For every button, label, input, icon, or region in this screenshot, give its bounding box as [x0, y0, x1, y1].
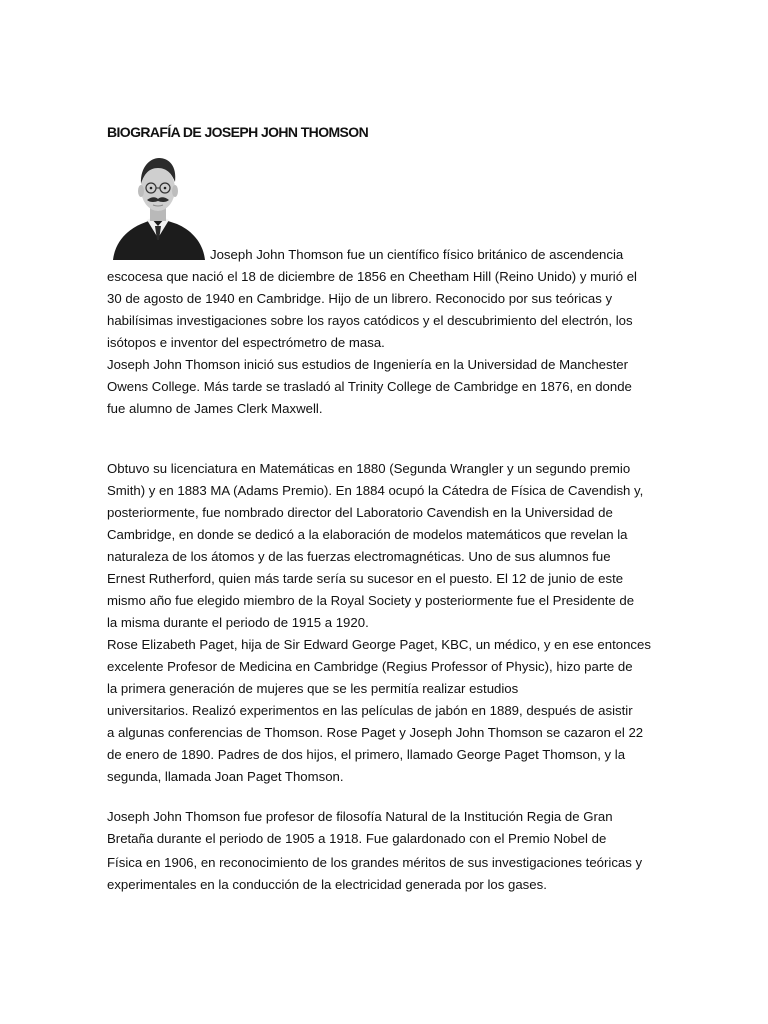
text-line: habilísimas investigaciones sobre los rayos catódicos y el descubrimiento del electrón, los	[107, 313, 633, 328]
text-line: experimentales en la conducción de la electricidad generada por los gases.	[107, 877, 547, 892]
portrait-photo	[107, 146, 209, 260]
text-line: Joseph John Thomson fue un científico físico británico de ascendencia	[210, 247, 624, 262]
text-line: fue alumno de James Clerk Maxwell.	[107, 401, 323, 416]
text-line: a algunas conferencias de Thomson. Rose Paget y Joseph John Thomson se cazaron el 22	[107, 725, 644, 740]
text-line: Obtuvo su licenciatura en Matemáticas en 1880 (Segunda Wrangler y un segundo premio	[107, 461, 631, 476]
text-line: la primera generación de mujeres que se les permitía realizar estudios	[107, 681, 519, 696]
text-line: de enero de 1890. Padres de dos hijos, el primero, llamado George Paget Thomson, y la	[107, 747, 626, 762]
text-line: Ernest Rutherford, quien más tarde sería su sucesor en el puesto. El 12 de junio de este	[107, 571, 624, 586]
text-line: Bretaña durante el periodo de 1905 a 1918. Fue galardonado con el Premio Nobel de	[107, 831, 607, 846]
text-line: Smith) y en 1883 MA (Adams Premio). En 1884 ocupó la Cátedra de Física de Cavendish y,	[107, 483, 644, 498]
text-line: Joseph John Thomson inició sus estudios de Ingeniería en la Universidad de Manchester	[107, 357, 628, 372]
text-line: la misma durante el periodo de 1915 a 1920.	[107, 615, 369, 630]
text-line: mismo año fue elegido miembro de la Royal Society y posteriormente fue el Presidente de	[107, 593, 635, 608]
text-line: excelente Profesor de Medicina en Cambridge (Regius Professor of Physic), hizo parte de	[107, 659, 633, 674]
text-line: 30 de agosto de 1940 en Cambridge. Hijo de un librero. Reconocido por sus teóricas y	[107, 291, 613, 306]
text-line: posteriormente, fue nombrado director del Laboratorio Cavendish en la Universidad de	[107, 505, 613, 520]
text-line: escocesa que nació el 18 de diciembre de 1856 en Cheetham Hill (Reino Unido) y murió el	[107, 269, 637, 284]
text-line: Rose Elizabeth Paget, hija de Sir Edward George Paget, KBC, un médico, y en ese entonces	[107, 637, 651, 652]
text-line: Owens College. Más tarde se trasladó al Trinity College de Cambridge en 1876, en donde	[107, 379, 632, 394]
document-title: BIOGRAFÍA DE JOSEPH JOHN THOMSON	[107, 124, 369, 140]
text-line: isótopos e inventor del espectrómetro de masa.	[107, 335, 385, 350]
text-line: naturaleza de los átomos y de las fuerzas electromagnéticas. Uno de sus alumnos fue	[107, 549, 611, 564]
text-line: Física en 1906, en reconocimiento de los grandes méritos de sus investigaciones teóricas y	[107, 855, 643, 870]
text-line: Joseph John Thomson fue profesor de filosofía Natural de la Institución Regia de Gran	[107, 809, 613, 824]
text-line: Cambridge, en donde se dedicó a la elaboración de modelos matemáticos que revelan la	[107, 527, 628, 542]
text-line: segunda, llamada Joan Paget Thomson.	[107, 769, 344, 784]
text-line: universitarios. Realizó experimentos en las películas de jabón en 1889, después de asistir	[107, 703, 633, 718]
